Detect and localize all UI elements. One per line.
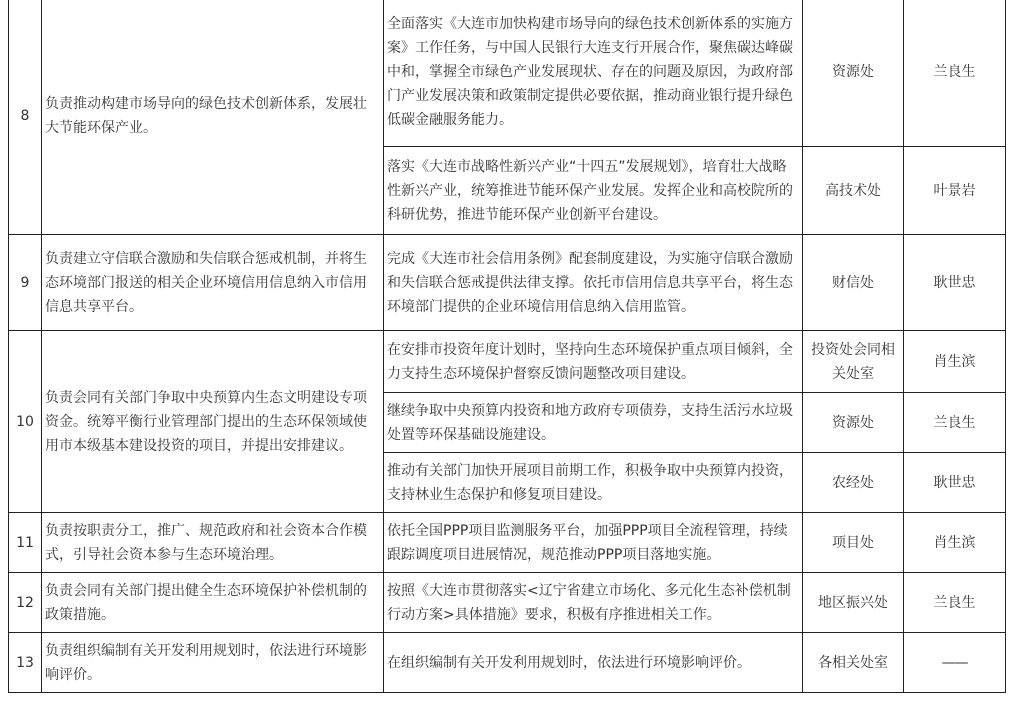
person-cell: 兰良生	[904, 0, 1006, 147]
department-cell: 项目处	[803, 513, 904, 573]
task-cell: 在组织编制有关开发利用规划时，依法进行环境影响评价。	[384, 633, 803, 693]
row-number: 13	[9, 633, 42, 693]
row-number: 12	[9, 573, 42, 633]
department-cell: 财信处	[803, 235, 904, 331]
person-cell: 叶景岩	[904, 147, 1006, 235]
department-cell: 资源处	[803, 393, 904, 453]
task-cell: 继续争取中央预算内投资和地方政府专项债券，支持生活污水垃圾处置等环保基础设施建设。	[384, 393, 803, 453]
responsibility-cell: 负责组织编制有关开发利用规划时，依法进行环境影响评价。	[42, 633, 384, 693]
department-cell: 农经处	[803, 453, 904, 513]
row-number: 10	[9, 331, 42, 513]
row-number: 9	[9, 235, 42, 331]
person-cell: 肖生滨	[904, 513, 1006, 573]
responsibility-table	[8, 0, 1006, 693]
task-cell: 落实《大连市战略性新兴产业“十四五”发展规划》，培育壮大战略性新兴产业，统筹推进节能环保产业发展。发挥企业和高校院所的科研优势，推进节能环保产业创新平台建设。	[384, 147, 803, 235]
row-number: 11	[9, 513, 42, 573]
task-cell: 推动有关部门加快开展项目前期工作，积极争取中央预算内投资，支持林业生态保护和修复项目建设。	[384, 453, 803, 513]
table-row	[9, 573, 1006, 633]
table-row	[9, 235, 1006, 331]
table-row	[9, 0, 1006, 147]
department-cell: 高技术处	[803, 147, 904, 235]
task-cell: 全面落实《大连市加快构建市场导向的绿色技术创新体系的实施方案》工作任务，与中国人民银行大连支行开展合作，聚焦碳达峰碳中和，掌握全市绿色产业发展现状、存在的问题及原因，为政府部门产业发展决策和政策制定提供必要依据，推动商业银行提升绿色低碳金融服务能力。	[384, 0, 803, 147]
task-cell: 完成《大连市社会信用条例》配套制度建设，为实施守信联合激励和失信联合惩戒提供法律支撑。依托市信用信息共享平台，将生态环境部门提供的企业环境信用信息纳入信用监管。	[384, 235, 803, 331]
department-cell: 投资处会同相关处室	[803, 331, 904, 393]
document-page	[8, 0, 1005, 693]
table-row	[9, 331, 1006, 393]
task-cell: 依托全国PPP项目监测服务平台，加强PPP项目全流程管理，持续跟踪调度项目进展情况，规范推动PPP项目落地实施。	[384, 513, 803, 573]
person-cell: 耿世忠	[904, 235, 1006, 331]
responsibility-cell: 负责建立守信联合激励和失信联合惩戒机制，并将生态环境部门报送的相关企业环境信用信息纳入市信用信息共享平台。	[42, 235, 384, 331]
person-cell: 肖生滨	[904, 331, 1006, 393]
responsibility-cell: 负责按职责分工，推广、规范政府和社会资本合作模式，引导社会资本参与生态环境治理。	[42, 513, 384, 573]
person-cell: 兰良生	[904, 393, 1006, 453]
task-cell: 在安排市投资年度计划时，坚持向生态环境保护重点项目倾斜，全力支持生态环境保护督察反馈问题整改项目建设。	[384, 331, 803, 393]
responsibility-cell: 负责推动构建市场导向的绿色技术创新体系，发展壮大节能环保产业。	[42, 0, 384, 235]
person-cell: 兰良生	[904, 573, 1006, 633]
responsibility-cell: 负责会同有关部门提出健全生态环境保护补偿机制的政策措施。	[42, 573, 384, 633]
department-cell: 地区振兴处	[803, 573, 904, 633]
responsibility-cell: 负责会同有关部门争取中央预算内生态文明建设专项资金。统筹平衡行业管理部门提出的生态环保领域使用市本级基本建设投资的项目，并提出安排建议。	[42, 331, 384, 513]
department-cell: 各相关处室	[803, 633, 904, 693]
task-cell: 按照《大连市贯彻落实<辽宁省建立市场化、多元化生态补偿机制行动方案>具体措施》要求，积极有序推进相关工作。	[384, 573, 803, 633]
table-row	[9, 633, 1006, 693]
person-cell: ——	[904, 633, 1006, 693]
person-cell: 耿世忠	[904, 453, 1006, 513]
table-row	[9, 513, 1006, 573]
department-cell: 资源处	[803, 0, 904, 147]
row-number: 8	[9, 0, 42, 235]
